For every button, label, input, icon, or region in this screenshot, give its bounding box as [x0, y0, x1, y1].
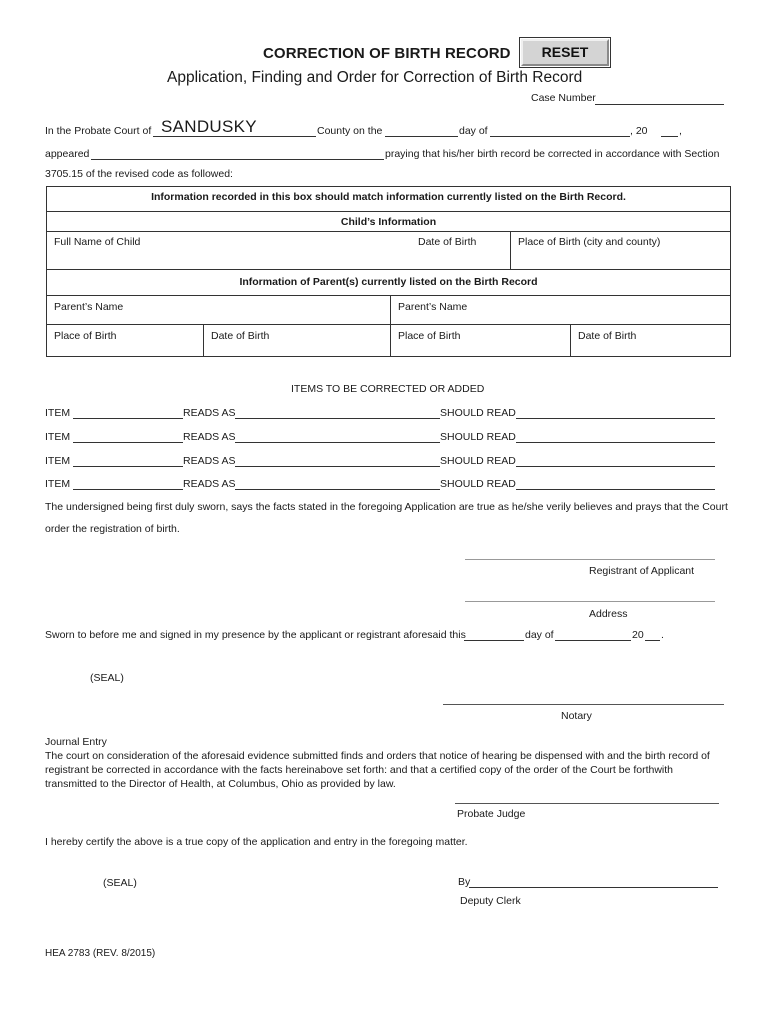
parent-1-date-of-birth-label: Date of Birth: [211, 330, 270, 342]
parents-info-heading: Information of Parent(s) currently listed on the Birth Record: [239, 276, 538, 288]
notary-signature-field[interactable]: [443, 704, 724, 705]
divider: [203, 324, 204, 357]
sworn-end: .: [661, 629, 664, 641]
month-field[interactable]: [490, 136, 630, 137]
sworn-year-field[interactable]: [645, 640, 660, 641]
item-label: ITEM: [45, 478, 71, 490]
appeared-label: appeared: [45, 148, 90, 160]
appeared-name-field[interactable]: [91, 159, 384, 160]
journal-line-2: registrant be corrected in accordance with the facts hereinabove set forth: and that a certified copy of the order of the Court be forthwith: [45, 764, 674, 776]
should-read-label: SHOULD READ: [440, 478, 516, 490]
child-info-heading: Child’s Information: [340, 216, 437, 228]
praying-text: praying that his/her birth record be corrected in accordance with Section: [385, 148, 720, 160]
section-text: 3705.15 of the revised code as followed:: [45, 168, 233, 180]
day-of-label: day of: [459, 125, 488, 137]
reset-button[interactable]: RESET: [521, 39, 609, 66]
certify-text: I hereby certify the above is a true copy of the application and entry in the foregoing matter.: [45, 836, 468, 848]
divider: [46, 211, 731, 212]
item-field[interactable]: [73, 442, 183, 443]
reads-as-label: READS AS: [183, 431, 236, 443]
notary-label: Notary: [561, 710, 592, 722]
reads-as-field[interactable]: [235, 442, 440, 443]
should-read-field[interactable]: [516, 466, 715, 467]
child-place-of-birth-label: Place of Birth (city and county): [518, 236, 661, 248]
form-subtitle: Application, Finding and Order for Correction of Birth Record: [167, 69, 583, 86]
parent-2-date-of-birth-label: Date of Birth: [578, 330, 637, 342]
reads-as-field[interactable]: [235, 418, 440, 419]
year-prefix-label: , 20: [630, 125, 648, 137]
item-field[interactable]: [73, 489, 183, 490]
items-heading: ITEMS TO BE CORRECTED OR ADDED: [291, 383, 485, 395]
deputy-clerk-label: Deputy Clerk: [460, 895, 521, 907]
county-field[interactable]: SANDUSKY: [161, 117, 257, 136]
county-on-label: County on the: [317, 125, 383, 137]
sworn-day-of-label: day of: [525, 629, 554, 641]
should-read-label: SHOULD READ: [440, 407, 516, 419]
divider: [390, 295, 391, 357]
item-field[interactable]: [73, 418, 183, 419]
reads-as-field[interactable]: [235, 489, 440, 490]
seal-label: (SEAL): [90, 672, 124, 684]
registrant-signature-field[interactable]: [465, 559, 715, 560]
seal-label: (SEAL): [103, 877, 137, 889]
journal-line-3: transmitted to the Director of Health, at Columbus, Ohio as provided by law.: [45, 778, 396, 790]
oath-text-line-2: order the registration of birth.: [45, 523, 180, 535]
probate-court-label: In the Probate Court of: [45, 125, 152, 137]
divider: [46, 269, 731, 270]
divider: [46, 295, 731, 296]
divider: [46, 324, 731, 325]
sworn-year-label: 20: [632, 629, 644, 641]
divider: [46, 231, 731, 232]
deputy-clerk-signature-field[interactable]: [469, 887, 718, 888]
reads-as-field[interactable]: [235, 466, 440, 467]
item-label: ITEM: [45, 431, 71, 443]
item-label: ITEM: [45, 455, 71, 467]
reads-as-label: READS AS: [183, 455, 236, 467]
sworn-month-field[interactable]: [555, 640, 631, 641]
item-label: ITEM: [45, 407, 71, 419]
oath-text-line-1: The undersigned being first duly sworn, says the facts stated in the foregoing Application are true as he/she verily believes and prays that the Court: [45, 501, 728, 513]
should-read-field[interactable]: [516, 489, 715, 490]
sworn-text: Sworn to before me and signed in my presence by the applicant or registrant aforesaid this: [45, 629, 466, 641]
probate-judge-signature-field[interactable]: [455, 803, 719, 804]
reads-as-label: READS AS: [183, 478, 236, 490]
should-read-label: SHOULD READ: [440, 455, 516, 467]
parent-name-2-label: Parent’s Name: [398, 301, 468, 313]
by-label: By: [458, 876, 471, 888]
item-field[interactable]: [73, 466, 183, 467]
case-number-label: Case Number: [531, 92, 596, 104]
info-box-heading: Information recorded in this box should match information currently listed on the Birth Record.: [151, 191, 626, 203]
form-title: CORRECTION OF BIRTH RECORD: [263, 45, 511, 62]
address-label: Address: [589, 608, 628, 620]
should-read-label: SHOULD READ: [440, 431, 516, 443]
journal-line-1: The court on consideration of the aforesaid evidence submitted finds and orders that notice of hearing be dispensed with and the birth record of: [45, 750, 710, 762]
year-field[interactable]: [661, 136, 678, 137]
registrant-label: Registrant of Applicant: [589, 565, 695, 577]
day-field[interactable]: [385, 136, 458, 137]
parent-2-place-of-birth-label: Place of Birth: [398, 330, 461, 342]
full-name-of-child-label: Full Name of Child: [54, 236, 141, 248]
address-field[interactable]: [465, 601, 715, 602]
parent-1-place-of-birth-label: Place of Birth: [54, 330, 117, 342]
parent-name-1-label: Parent’s Name: [54, 301, 124, 313]
should-read-field[interactable]: [516, 418, 715, 419]
should-read-field[interactable]: [516, 442, 715, 443]
year-suffix: ,: [679, 125, 682, 137]
divider: [510, 231, 511, 269]
divider: [570, 324, 571, 357]
case-number-field[interactable]: [595, 104, 724, 105]
child-date-of-birth-label: Date of Birth: [418, 236, 477, 248]
reads-as-label: READS AS: [183, 407, 236, 419]
form-number: HEA 2783 (REV. 8/2015): [45, 948, 156, 959]
sworn-day-field[interactable]: [464, 640, 524, 641]
probate-judge-label: Probate Judge: [457, 808, 526, 820]
journal-entry-title: Journal Entry: [45, 736, 107, 748]
